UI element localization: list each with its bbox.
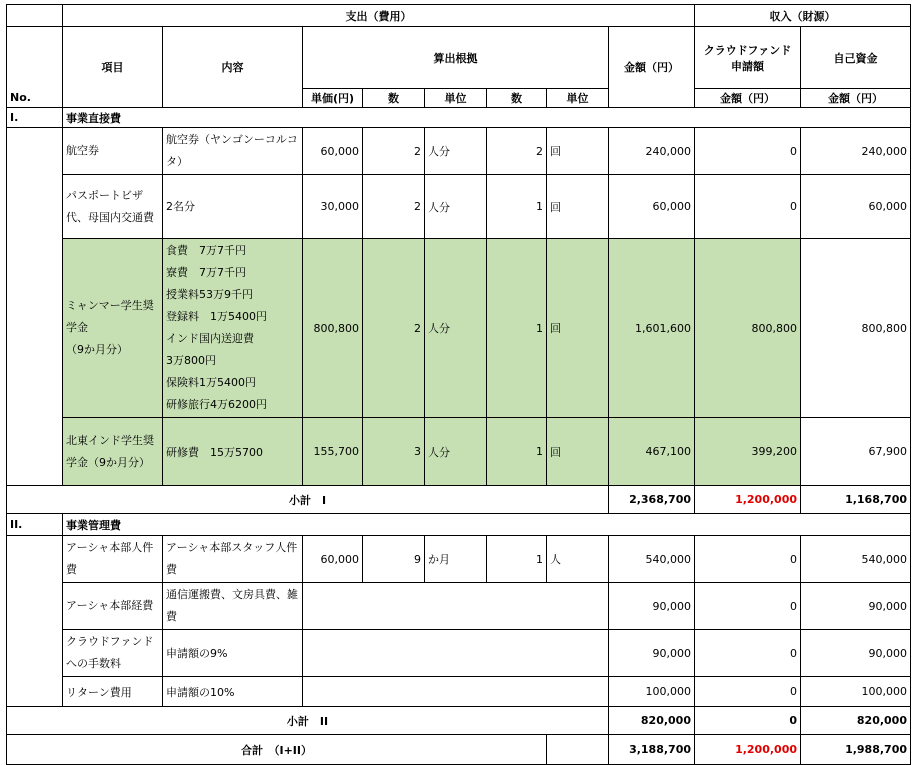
- header-crowdfund: クラウドファンド 申請額: [695, 27, 801, 89]
- header-unit1: 単位: [425, 89, 487, 108]
- row-unit2: 回: [547, 128, 609, 175]
- row-qty2: 2: [487, 128, 547, 175]
- header-content: 内容: [163, 27, 303, 108]
- row-basis-empty: [303, 630, 609, 677]
- row-amount: 90,000: [609, 630, 695, 677]
- row-unit-price: 30,000: [303, 175, 363, 239]
- row-cf: 0: [695, 536, 801, 583]
- row-amount: 467,100: [609, 418, 695, 486]
- row-cf: 0: [695, 583, 801, 630]
- row-qty1: 2: [363, 128, 425, 175]
- total-cf: 1,200,000: [695, 735, 801, 765]
- header-qty1: 数: [363, 89, 425, 108]
- row-cf: 0: [695, 128, 801, 175]
- row-content: 申請額の9%: [163, 630, 303, 677]
- row-amount: 1,601,600: [609, 239, 695, 418]
- row-unit1: 人分: [425, 128, 487, 175]
- row-qty1: 2: [363, 239, 425, 418]
- row-content: 申請額の10%: [163, 677, 303, 707]
- row-item: アーシャ本部経費: [63, 583, 163, 630]
- row-qty1: 3: [363, 418, 425, 486]
- row-own: 540,000: [801, 536, 911, 583]
- header-income: 収入（財源）: [695, 5, 911, 27]
- subtotal-2-own: 820,000: [801, 707, 911, 735]
- row-own: 800,800: [801, 239, 911, 418]
- total-own: 1,988,700: [801, 735, 911, 765]
- row-own: 90,000: [801, 583, 911, 630]
- row-own: 100,000: [801, 677, 911, 707]
- row-unit1: 人分: [425, 175, 487, 239]
- section2-title: 事業管理費: [63, 514, 911, 536]
- row-content: 2名分: [163, 175, 303, 239]
- header-unit-price: 単価(円): [303, 89, 363, 108]
- row-own: 90,000: [801, 630, 911, 677]
- total-label: 合計 （I+II）: [7, 735, 547, 765]
- table-row: [7, 536, 911, 583]
- subtotal-row-2: [7, 707, 911, 735]
- row-unit1: 人分: [425, 239, 487, 418]
- row-qty1: 9: [363, 536, 425, 583]
- section1-no-spacer: [7, 128, 63, 486]
- section1-title: 事業直接費: [63, 108, 911, 128]
- section2-no-spacer: [7, 536, 63, 707]
- subtotal-1-cf: 1,200,000: [695, 486, 801, 514]
- row-cf: 0: [695, 677, 801, 707]
- total-spacer: [547, 735, 609, 765]
- header-qty2: 数: [487, 89, 547, 108]
- row-amount: 60,000: [609, 175, 695, 239]
- row-basis-empty: [303, 583, 609, 630]
- header-no-top: [7, 27, 63, 89]
- subtotal-2-label: 小計 II: [7, 707, 609, 735]
- header-expense: 支出（費用）: [63, 5, 695, 27]
- row-unit-price: 60,000: [303, 536, 363, 583]
- row-content: 航空券（ヤンゴンーコルコタ）: [163, 128, 303, 175]
- row-cf: 399,200: [695, 418, 801, 486]
- row-item: 航空券: [63, 128, 163, 175]
- table-row: [7, 583, 911, 630]
- table-row: [7, 239, 911, 418]
- row-unit2: 回: [547, 175, 609, 239]
- total-amount: 3,188,700: [609, 735, 695, 765]
- row-basis-empty: [303, 677, 609, 707]
- row-qty1: 2: [363, 175, 425, 239]
- header-own-funds: 自己資金: [801, 27, 911, 89]
- row-unit-price: 60,000: [303, 128, 363, 175]
- header-own-amount: 金額（円）: [801, 89, 911, 108]
- subtotal-2-cf: 0: [695, 707, 801, 735]
- row-unit2: 人: [547, 536, 609, 583]
- header-item: 項目: [63, 27, 163, 108]
- row-cf: 0: [695, 630, 801, 677]
- row-item: パスポートビザ代、母国内交通費: [63, 175, 163, 239]
- row-cf: 800,800: [695, 239, 801, 418]
- row-item: アーシャ本部人件費: [63, 536, 163, 583]
- row-amount: 240,000: [609, 128, 695, 175]
- subtotal-2-amount: 820,000: [609, 707, 695, 735]
- row-unit1: 人分: [425, 418, 487, 486]
- row-unit2: 回: [547, 239, 609, 418]
- row-own: 67,900: [801, 418, 911, 486]
- row-amount: 540,000: [609, 536, 695, 583]
- row-amount: 90,000: [609, 583, 695, 630]
- row-content: アーシャ本部スタッフ人件費: [163, 536, 303, 583]
- header-amount: 金額（円）: [609, 27, 695, 108]
- total-row: [7, 735, 911, 765]
- row-cf: 0: [695, 175, 801, 239]
- row-qty2: 1: [487, 239, 547, 418]
- subtotal-1-amount: 2,368,700: [609, 486, 695, 514]
- row-qty2: 1: [487, 536, 547, 583]
- table-row: [7, 677, 911, 707]
- table-row: [7, 630, 911, 677]
- header-cf-amount: 金額（円）: [695, 89, 801, 108]
- row-item: リターン費用: [63, 677, 163, 707]
- subtotal-1-own: 1,168,700: [801, 486, 911, 514]
- row-qty2: 1: [487, 418, 547, 486]
- budget-table: [6, 4, 911, 765]
- header-empty-corner: [7, 5, 63, 27]
- row-unit1: か月: [425, 536, 487, 583]
- row-qty2: 1: [487, 175, 547, 239]
- row-amount: 100,000: [609, 677, 695, 707]
- row-unit-price: 800,800: [303, 239, 363, 418]
- table-row: [7, 128, 911, 175]
- table-row: [7, 175, 911, 239]
- row-unit-price: 155,700: [303, 418, 363, 486]
- header-unit2: 単位: [547, 89, 609, 108]
- row-item: 北東インド学生奨学金（9か月分）: [63, 418, 163, 486]
- header-no: No.: [7, 89, 63, 108]
- subtotal-row-1: [7, 486, 911, 514]
- row-own: 240,000: [801, 128, 911, 175]
- row-own: 60,000: [801, 175, 911, 239]
- header-basis: 算出根拠: [303, 27, 609, 89]
- row-content: 研修費 15万5700: [163, 418, 303, 486]
- row-content: 食費 7万7千円 寮費 7万7千円 授業料53万9千円 登録料 1万5400円 インド国内送迎費 3万800円 保険料1万5400円 研修旅行4万6200円: [163, 239, 303, 418]
- row-item: ミャンマー学生奨学金 （9か月分）: [63, 239, 163, 418]
- row-content: 通信運搬費、文房具費、雑費: [163, 583, 303, 630]
- section1-no: I.: [7, 108, 63, 128]
- row-item: クラウドファンドへの手数料: [63, 630, 163, 677]
- table-row: [7, 418, 911, 486]
- row-unit2: 回: [547, 418, 609, 486]
- section2-no: II.: [7, 514, 63, 536]
- subtotal-1-label: 小計 I: [7, 486, 609, 514]
